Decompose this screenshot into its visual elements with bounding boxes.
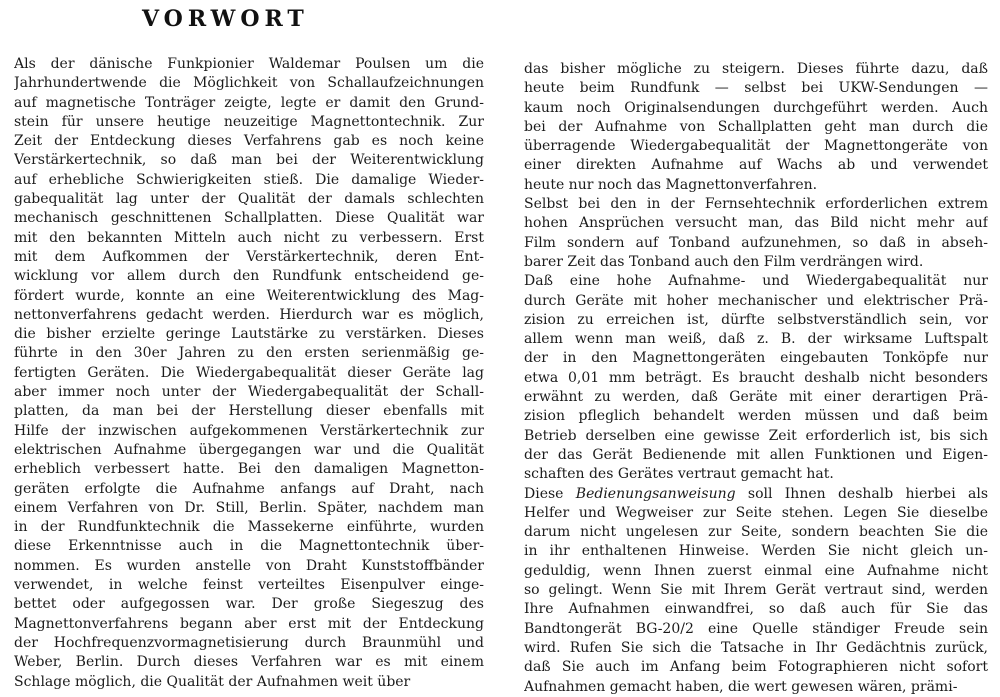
text-column-right	[524, 60, 988, 697]
text-line: Diese Bedienungsanweisung soll Ihnen deshalb hierbei als	[524, 485, 988, 502]
text-line: Magnettonverfahrens begann aber erst mit der Entdeckung	[14, 615, 484, 632]
text-line: Als der dänische Funkpionier Waldemar Poulsen um die	[14, 56, 484, 72]
text-line: Schlage möglich, die Qualität der Aufnahmen weit über	[14, 673, 411, 690]
text-line: Weber, Berlin. Durch dieses Verfahren war es mit einem	[14, 654, 484, 671]
text-line: Aufnahmen gemacht haben, die wert gewesen wären, prämi-	[524, 678, 958, 695]
text-line: auf erhebliche Schwierigkeiten stieß. Die damalige Wieder-	[14, 171, 484, 188]
text-line: wird. Rufen Sie sich die Tatsache in Ihr Gedächtnis zurück,	[524, 639, 988, 656]
text-line: darum nicht ungelesen zur Seite, sondern beachten Sie die	[524, 524, 988, 541]
text-line: Zeit der Entdeckung dieses Verfahrens gab es noch keine	[14, 133, 484, 150]
text-line: überragende Wiedergabequalität der Magnettongeräte von	[524, 138, 988, 155]
text-line: mit den bekannten Mitteln auch nicht zu verbessern. Erst	[14, 229, 484, 246]
text-line: führte in den 30er Jahren zu den ersten serienmäßig ge-	[14, 345, 484, 362]
text-line: verwendet, in welche feinst verteiltes Eisenpulver einge-	[14, 577, 484, 594]
text-line: der in den Magnettongeräten eingebauten Tonköpfe nur	[524, 350, 988, 367]
text-line: der das Gerät Bedienende mit allen Funktionen und Eigen-	[524, 446, 988, 463]
text-line: fördert wurde, konnte an eine Weiterentwicklung des Mag-	[14, 287, 484, 304]
text-line: mit dem Aufkommen der Verstärkertechnik, deren Ent-	[14, 248, 484, 265]
text-line: das bisher mögliche zu steigern. Dieses führte dazu, daß	[524, 61, 988, 77]
text-line: der Hochfrequenzvormagnetisierung durch Braunmühl und	[14, 634, 484, 651]
text-line: erheblich verbessert hatte. Bei den damaligen Magnetton-	[14, 461, 484, 478]
text-line: elektrischen Aufnahme übergegangen war und die Qualität	[14, 441, 484, 458]
text-line: fertigten Geräten. Die Wiedergabequalität dieser Geräte lag	[14, 364, 484, 381]
text-column-left	[14, 55, 484, 692]
text-line: Daß eine hohe Aufnahme- und Wiedergabequalität nur	[524, 273, 988, 290]
text-line: erwähnt zu werden, daß Geräte mit einer derartigen Prä-	[524, 389, 988, 406]
text-line: geduldig, wenn Ihnen zuerst einmal eine Aufnahme nicht	[524, 562, 988, 579]
text-line: bettet oder aufgegossen war. Der große Siegeszug des	[14, 596, 484, 613]
text-line: stein für unsere heutige neuzeitige Magnettontechnik. Zur	[14, 113, 484, 130]
text-line: einem Verfahren von Dr. Still, Berlin. Später, nachdem man	[14, 499, 484, 516]
text-line: durch Geräte mit hoher mechanischer und elektrischer Prä-	[524, 292, 988, 309]
text-line: so gelingt. Wenn Sie mit Ihrem Gerät vertraut sind, werden	[524, 582, 988, 599]
text-line: die bisher erzielte geringe Lautstärke zu verstärken. Dieses	[14, 326, 484, 343]
text-line: Helfer und Wegweiser zur Seite stehen. Legen Sie dieselbe	[524, 504, 988, 521]
text-line: gabequalität lag unter der Qualität der damals schlechten	[14, 191, 484, 208]
text-line: schaften des Gerätes vertraut gemacht hat.	[524, 466, 834, 483]
text-line: etwa 0,01 mm beträgt. Es braucht deshalb nicht besonders	[524, 369, 988, 386]
page-title: VORWORT	[142, 6, 309, 32]
text-line: nettonverfahrens gedacht werden. Hierdurch war es möglich,	[14, 306, 484, 323]
text-line: Hilfe der inzwischen aufgekommenen Verstärkertechnik zur	[14, 422, 484, 439]
text-line: wicklung vor allem durch den Rundfunk entscheidend ge-	[14, 268, 484, 285]
text-line: Verstärkertechnik, so daß man bei der Weiterentwicklung	[14, 152, 484, 169]
text-line: kaum noch Originalsendungen durchgeführt werden. Auch	[524, 99, 988, 116]
text-line: hohen Ansprüchen versucht man, das Bild nicht mehr auf	[524, 215, 988, 232]
text-line: mechanisch geschnittenen Schallplatten. Diese Qualität war	[14, 210, 484, 227]
text-line: bei der Aufnahme von Schallplatten geht man durch die	[524, 118, 988, 135]
text-line: daß Sie auch im Anfang beim Fotographieren nicht sofort	[524, 659, 988, 676]
text-line: in ihr enthaltenen Hinweise. Werden Sie nicht gleich un-	[524, 543, 988, 560]
text-line: zision zu erreichen ist, dürfte selbstverständlich sein, vor	[524, 311, 988, 328]
text-line: Film sondern auf Tonband aufzunehmen, so daß in abseh-	[524, 234, 988, 251]
text-line: heute beim Rundfunk — selbst bei UKW-Sendungen —	[524, 80, 988, 97]
text-line: platten, da man bei der Herstellung dieser ebenfalls mit	[14, 403, 484, 420]
text-line: Betrieb derselben eine gewisse Zeit erforderlich ist, bis sich	[524, 427, 988, 444]
text-line: allem wenn man weiß, daß z. B. der wirksame Luftspalt	[524, 331, 988, 348]
text-line: geräten erfolgte die Aufnahme anfangs auf Draht, nach	[14, 480, 484, 497]
text-line: barer Zeit das Tonband auch den Film verdrängen wird.	[524, 253, 924, 270]
text-line: Ihre Aufnahmen einwandfrei, so daß auch für Sie das	[524, 601, 988, 618]
text-line: in der Rundfunktechnik die Massekerne einführte, wurden	[14, 519, 484, 536]
text-line: diese Erkenntnisse auch in die Magnettontechnik über-	[14, 538, 484, 555]
text-line: Jahrhundertwende die Möglichkeit von Schallaufzeichnungen	[14, 75, 484, 92]
text-line: nommen. Es wurden anstelle von Draht Kunststoffbänder	[14, 557, 484, 574]
text-line: einer direkten Aufnahme auf Wachs ab und verwendet	[524, 157, 988, 174]
text-line: zision pfleglich behandelt werden müssen und daß beim	[524, 408, 988, 425]
text-line: Bandtongerät BG-20/2 eine Quelle ständiger Freude sein	[524, 620, 988, 637]
text-line: heute nur noch das Magnettonverfahren.	[524, 176, 818, 193]
text-line: Selbst bei den in der Fernsehtechnik erforderlichen extrem	[524, 196, 988, 213]
text-line: auf magnetische Tonträger zeigte, legte er damit den Grund-	[14, 94, 484, 111]
text-line: aber immer noch unter der Wiedergabequalität der Schall-	[14, 384, 484, 401]
